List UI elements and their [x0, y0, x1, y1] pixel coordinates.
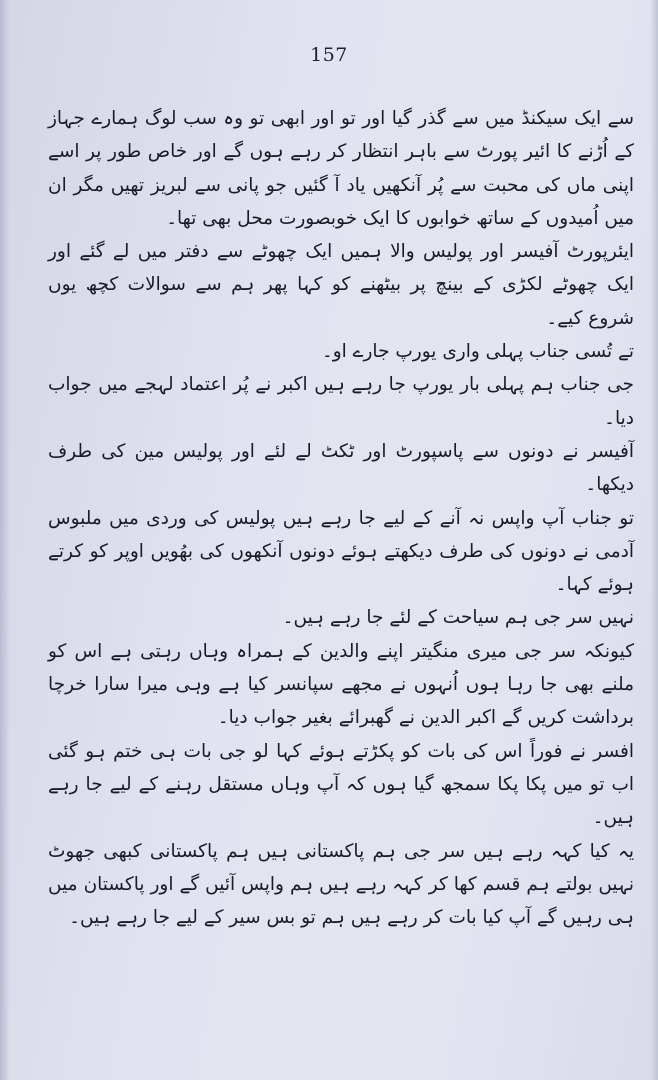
page-right-shadow: [650, 0, 658, 1080]
paragraph-4: جی جناب ہم پہلی بار یورپ جا رہے ہیں اکبر نے پُر اعتماد لہجے میں جواب دیا۔: [48, 374, 634, 429]
paragraph-7: نہیں سر جی ہم سیاحت کے لئے جا رہے ہیں۔: [282, 607, 634, 629]
page-body: [48, 102, 634, 934]
paragraph-9: افسر نے فوراً اس کی بات کو پکڑتے ہوئے کہا لو جی بات ہی ختم ہو گئی اب تو میں پکا پکا سمجھ گیا ہوں کہ آپ وہاں مستقل رہنے کے لیے جا رہے ہیں۔: [48, 740, 634, 829]
paragraph-6: تو جناب آپ واپس نہ آنے کے لیے جا رہے ہیں پولیس کی وردی میں ملبوس آدمی نے دونوں کی طرف دیکھتے ہوئے دونوں آنکھوں کی بھُویں اوپر کو کرتے ہوئے کہا۔: [48, 507, 634, 596]
paragraph-3: تے تُسی جناب پہلی واری یورپ جارے او۔: [321, 341, 634, 363]
paragraph-8: کیونکہ سر جی میری منگیتر اپنے والدین کے ہمراہ وہاں رہتی ہے اس کو ملنے بھی جا رہا ہوں اُنہوں نے مجھے سپانسر کیا ہے وہی میرا سارا خرچا برداشت کریں گے اکبر الدین نے گھبرائے بغیر جواب دیا۔: [48, 640, 634, 729]
page-left-shadow: [0, 0, 10, 1080]
paragraph-10: یہ کیا کہہ رہے ہیں سر جی ہم پاکستانی ہیں ہم پاکستانی کبھی جھوٹ نہیں بولتے ہم قسم کھا کر کہہ رہے ہیں ہم واپس آئیں گے اور پاکستان میں ہی رہیں گے آپ کیا بات کر رہے ہیں ہم تو بس سیر کے لیے جا رہے ہیں۔: [48, 840, 634, 929]
paragraph-2: ایئرپورٹ آفیسر اور پولیس والا ہمیں ایک چھوٹے سے دفتر میں لے گئے اور ایک چھوٹے لکڑی کے بینچ پر بیٹھنے کو کہا پھر ہم سے سوالات کچھ یوں شروع کیے۔: [48, 241, 634, 329]
paragraph-1: سے ایک سیکنڈ میں سے گذر گیا اور تو اور ابھی تو وہ سب لوگ ہمارے جہاز کے اُڑنے کا ائیر پورٹ سے باہر انتظار کر رہے ہوں گے اور خاص طور پر اسے اپنی ماں کی محبت سے پُر آنکھیں یاد آ گئیں جو پانی سے لبریز تھیں مگر ان میں اُمیدوں کے ساتھ خوابوں کا ایک خوبصورت محل بھی تھا۔: [48, 108, 634, 229]
page-number: 157: [310, 44, 348, 66]
paragraph-5: آفیسر نے دونوں سے پاسپورٹ اور ٹکٹ لے لئے اور پولیس مین کی طرف دیکھا۔: [48, 440, 634, 496]
